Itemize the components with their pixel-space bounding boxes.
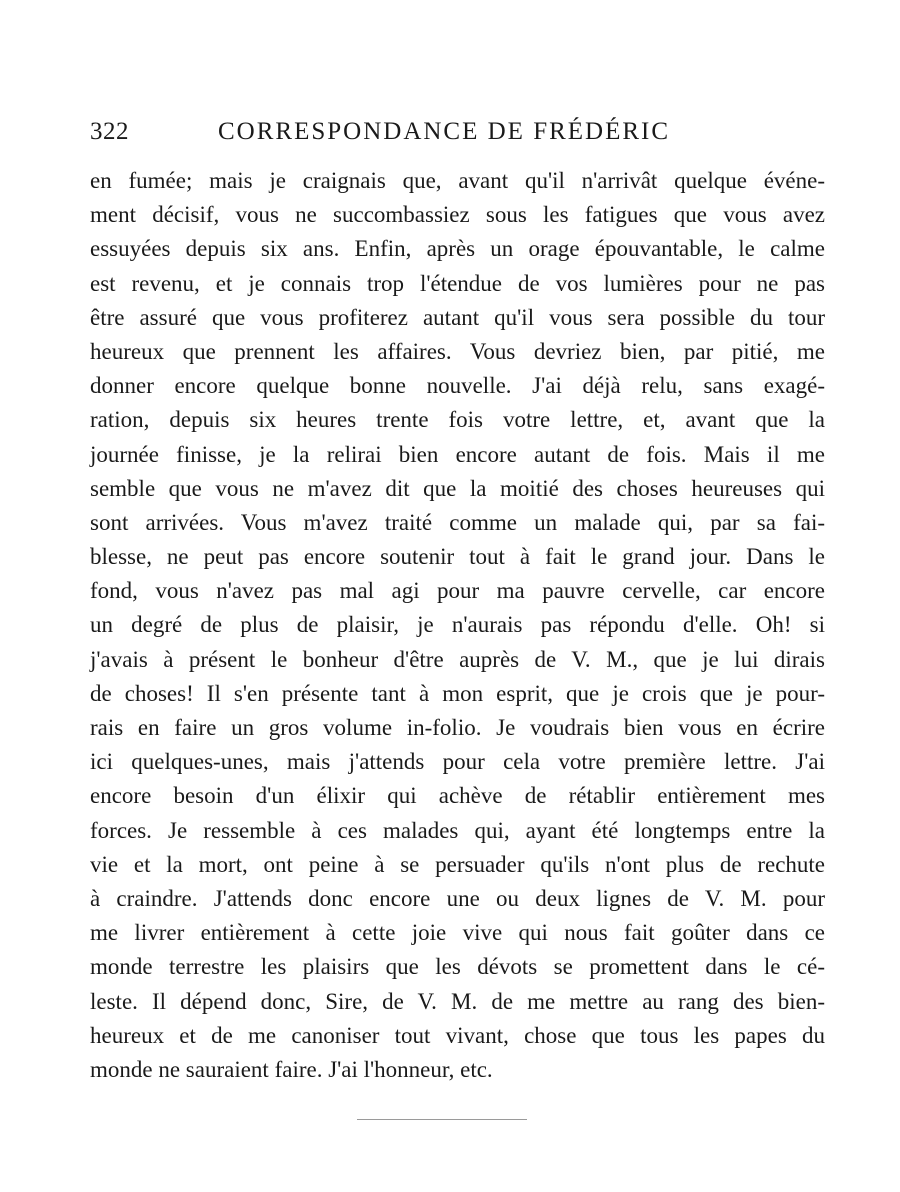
text-line: me livrer entièrement à cette joie vive qui nous fait goûter dans ce: [90, 920, 825, 946]
text-line: semble que vous ne m'avez dit que la moitié des choses heureuses qui: [90, 475, 825, 501]
text-line: heureux que prennent les affaires. Vous devriez bien, par pitié, me: [90, 338, 825, 364]
text-line: sont arrivées. Vous m'avez traité comme un malade qui, par sa fai-: [90, 509, 825, 535]
text-line: être assuré que vous profiterez autant qu'il vous sera possible du tour: [90, 304, 825, 330]
text-line: ici quelques-unes, mais j'attends pour cela votre première lettre. J'ai: [90, 749, 825, 775]
letter-text: [90, 164, 825, 1087]
text-line: ration, depuis six heures trente fois votre lettre, et, avant que la: [90, 407, 825, 433]
text-line: heureux et de me canoniser tout vivant, chose que tous les papes du: [90, 1022, 825, 1048]
text-line: monde terrestre les plaisirs que les dévots se promettent dans le cé-: [90, 954, 825, 980]
running-title: CORRESPONDANCE DE FRÉDÉRIC: [218, 118, 671, 145]
text-line: blesse, ne peut pas encore soutenir tout à fait le grand jour. Dans le: [90, 544, 825, 570]
text-line: de choses! Il s'en présente tant à mon esprit, que je crois que je pour-: [90, 680, 825, 706]
text-line: forces. Je ressemble à ces malades qui, ayant été longtemps entre la: [90, 817, 825, 843]
text-line: essuyées depuis six ans. Enfin, après un orage épouvantable, le calme: [90, 236, 825, 262]
text-line-last: monde ne sauraient faire. J'ai l'honneur, etc.: [90, 1056, 493, 1082]
text-line: en fumée; mais je craignais que, avant qu'il n'arrivât quelque événe-: [90, 168, 825, 193]
text-line: journée finisse, je la relirai bien encore autant de fois. Mais il me: [90, 441, 825, 467]
text-line: fond, vous n'avez pas mal agi pour ma pauvre cervelle, car encore: [90, 578, 825, 604]
text-line: j'avais à présent le bonheur d'être auprès de V. M., que je lui dirais: [90, 646, 825, 672]
page-number: 322: [90, 118, 129, 145]
text-line: à craindre. J'attends donc encore une ou deux lignes de V. M. pour: [90, 885, 825, 911]
text-line: rais en faire un gros volume in-folio. Je voudrais bien vous en écrire: [90, 715, 825, 740]
text-line: encore besoin d'un élixir qui achève de rétablir entièrement mes: [90, 783, 825, 809]
text-line: leste. Il dépend donc, Sire, de V. M. de me mettre au rang des bien-: [90, 988, 825, 1014]
text-line: ment décisif, vous ne succombassiez sous les fatigues que vous avez: [90, 202, 825, 228]
text-line: un degré de plus de plaisir, je n'aurais pas répondu d'elle. Oh! si: [90, 612, 825, 638]
running-head: [90, 118, 820, 154]
text-line: donner encore quelque bonne nouvelle. J'ai déjà relu, sans exagé-: [90, 373, 825, 399]
text-line: vie et la mort, ont peine à se persuader qu'ils n'ont plus de rechute: [90, 851, 825, 877]
section-divider: [357, 1119, 527, 1120]
text-line: est revenu, et je connais trop l'étendue de vos lumières pour ne pas: [90, 270, 825, 296]
